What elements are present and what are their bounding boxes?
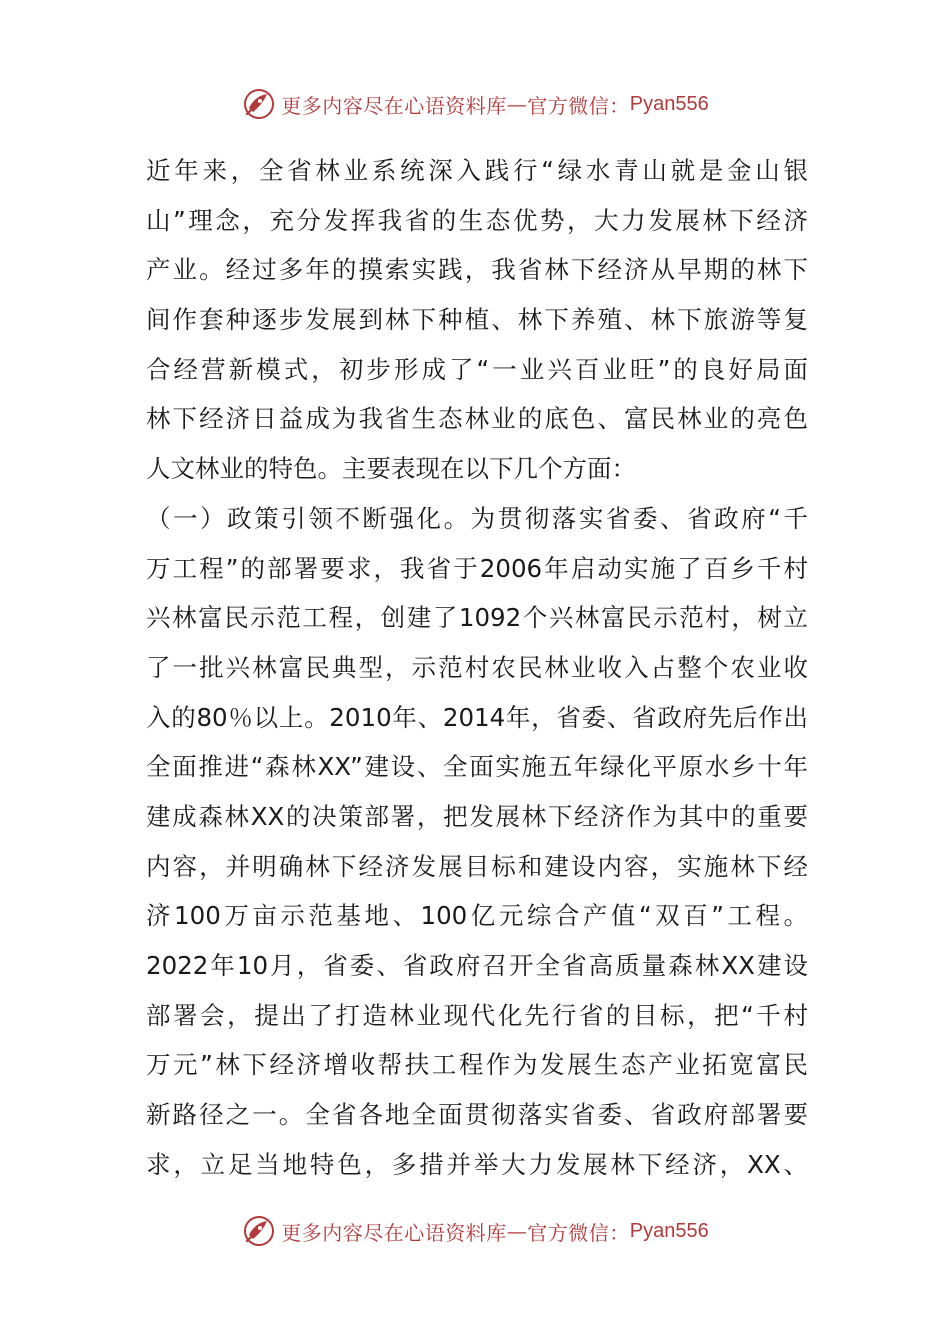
watermark-wechat-label: 官方微信： [527, 1220, 630, 1245]
watermark-wechat-id: Pyan556 [629, 1219, 709, 1242]
text-line: 万元”林下经济增收帮扶工程作为发展生态产业拓宽富民 [146, 1050, 808, 1080]
header-watermark [0, 84, 950, 124]
text-line: 人文林业的特色。主要表现在以下几个方面： [146, 454, 636, 484]
text-line: 了一批兴林富民典型，示范村农民林业收入占整个农业收 [146, 652, 808, 682]
text-line: 合经营新模式，初步形成了“一业兴百业旺”的良好局面 [146, 354, 808, 384]
text-line: 全面推进“森林XX”建设、全面实施五年绿化平原水乡十年 [146, 752, 808, 782]
watermark-dash: — [506, 92, 528, 116]
text-line: 求，立足当地特色，多措并举大力发展林下经济，XX、 [146, 1149, 808, 1179]
text-line: 新路径之一。全省各地全面贯彻落实省委、省政府部署要 [146, 1100, 808, 1130]
text-line: 入的80％以上。2010年、2014年，省委、省政府先后作出 [146, 702, 808, 732]
watermark-wechat-label: 官方微信： [527, 93, 630, 118]
text-line: 万工程”的部署要求，我省于2006年启动实施了百乡千村 [146, 553, 808, 583]
text-line: 山”理念，充分发挥我省的生态优势，大力发展林下经济 [146, 205, 808, 235]
pen-nib-seal-icon [241, 86, 277, 122]
text-line: 建成森林XX的决策部署，把发展林下经济作为其中的重要 [146, 801, 808, 831]
watermark-site-text: 更多内容尽在心语资料库 [281, 93, 507, 118]
watermark-site-text: 更多内容尽在心语资料库 [281, 1220, 507, 1245]
text-line: 兴林富民示范工程，创建了1092个兴林富民示范村，树立 [146, 603, 808, 633]
text-line: 近年来，全省林业系统深入践行“绿水青山就是金山银 [146, 156, 808, 185]
watermark-dash: — [506, 1219, 528, 1243]
watermark-wechat-id: Pyan556 [629, 92, 709, 115]
text-line: （一）政策引领不断强化。为贯彻落实省委、省政府“千 [146, 503, 808, 533]
pen-nib-seal-icon [241, 1213, 277, 1249]
text-line: 2022年10月，省委、省政府召开全省高质量森林XX建设 [146, 951, 808, 980]
text-line: 林下经济日益成为我省生态林业的底色、富民林业的亮色 [146, 404, 808, 434]
text-line: 济100万亩示范基地、100亿元综合产值“双百”工程。 [146, 901, 808, 931]
footer-watermark [0, 1211, 950, 1251]
text-line: 内容，并明确林下经济发展目标和建设内容，实施林下经 [146, 851, 808, 881]
text-line: 间作套种逐步发展到林下种植、林下养殖、林下旅游等复 [146, 305, 808, 335]
text-line: 部署会，提出了打造林业现代化先行省的目标，把“千村 [146, 1000, 808, 1030]
document-body [146, 146, 808, 1189]
text-line: 产业。经过多年的摸索实践，我省林下经济从早期的林下 [146, 255, 808, 285]
